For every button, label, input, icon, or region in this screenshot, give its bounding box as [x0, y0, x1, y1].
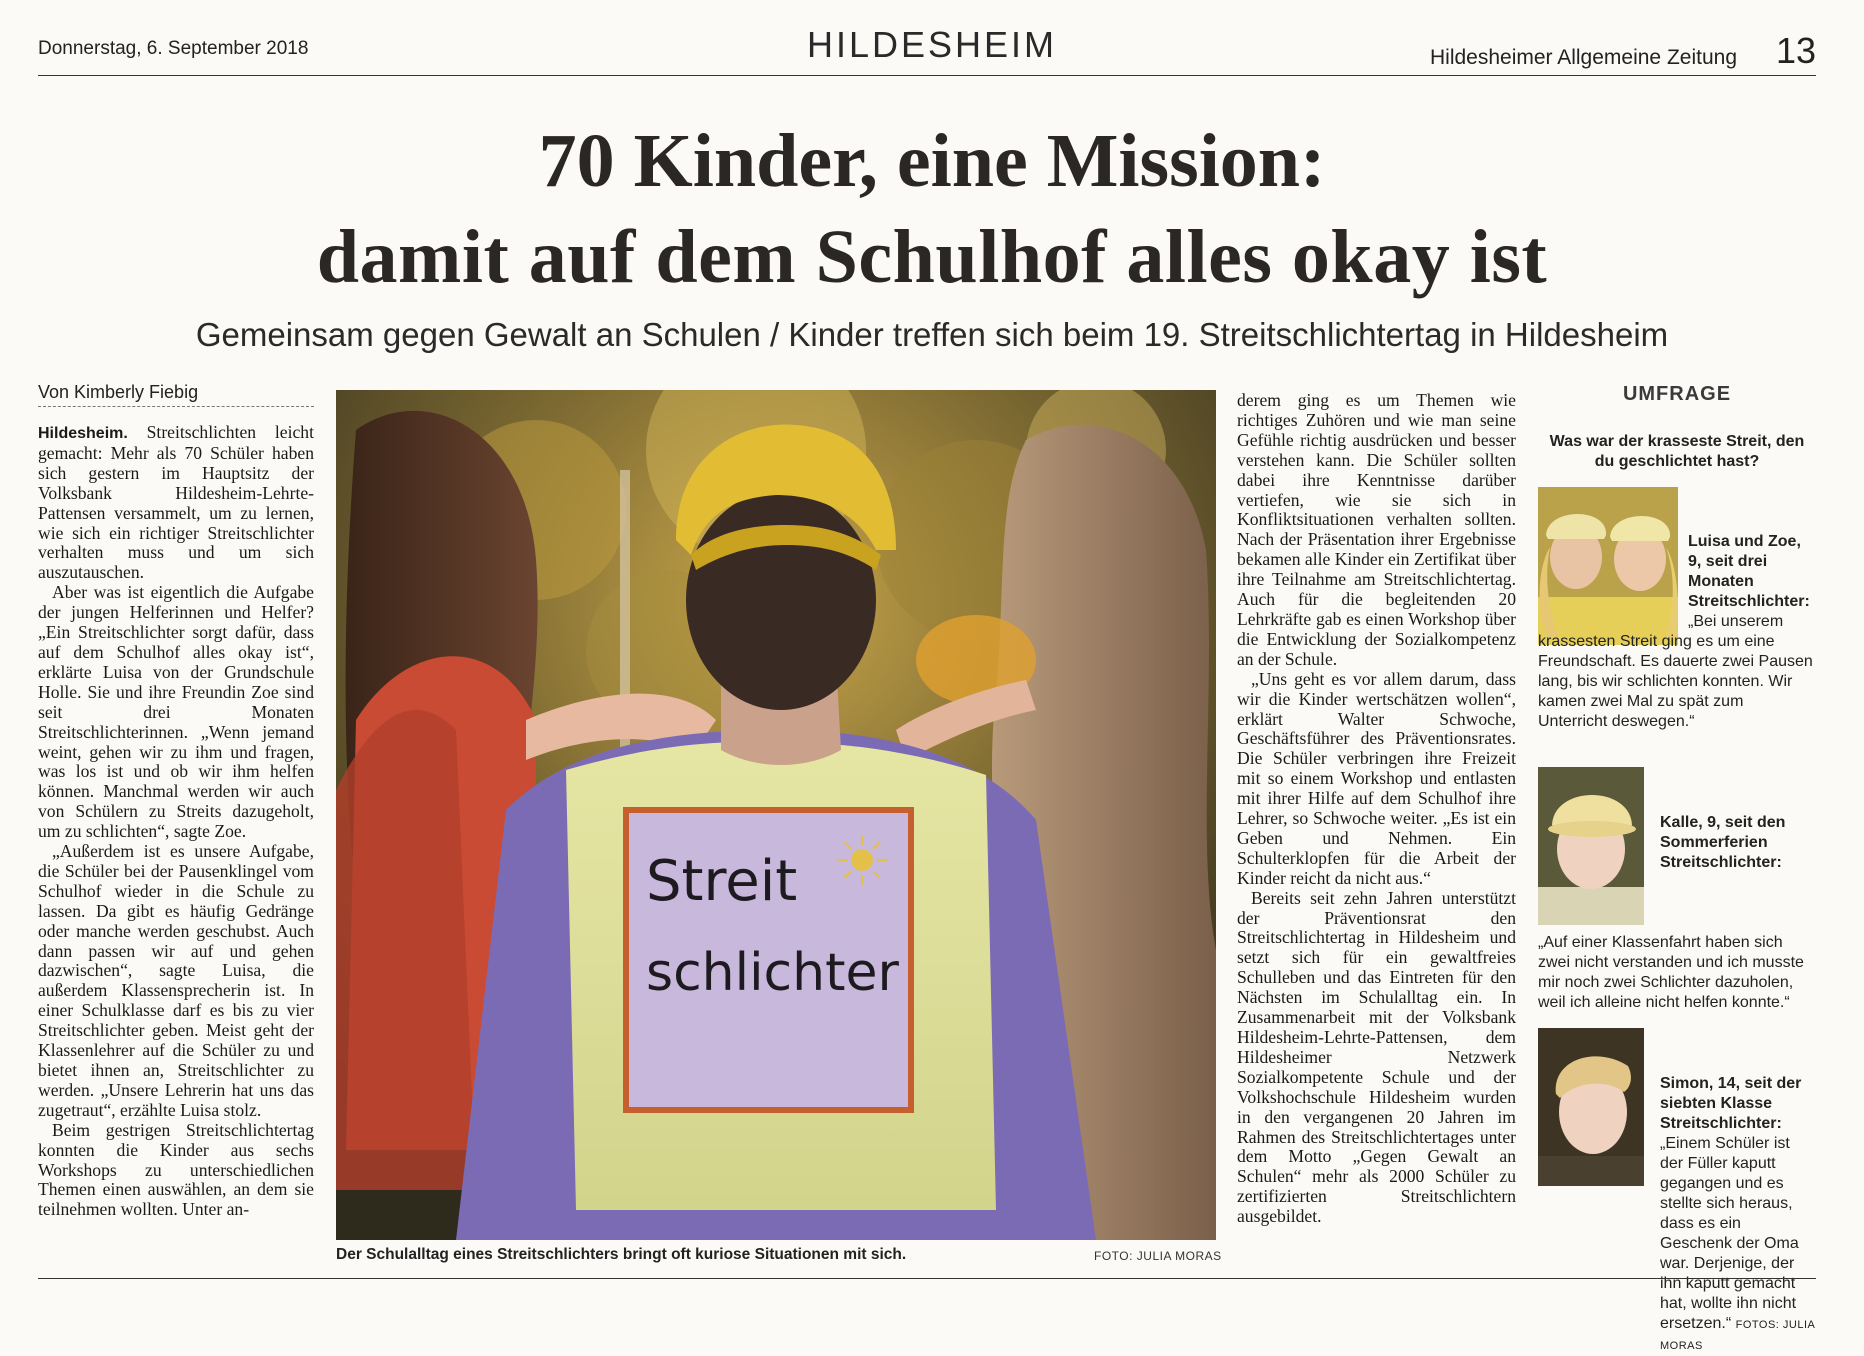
vest-text-line-2: schlichter: [646, 943, 899, 1003]
headline-line-1: 70 Kinder, eine Mission:: [538, 119, 1326, 203]
person-kalle-label: [1660, 813, 1816, 873]
sidebar-title: UMFRAGE: [1622, 383, 1732, 405]
headline-line-2: damit auf dem Schulhof alles okay ist: [316, 215, 1548, 299]
paragraph: „Uns geht es vor allem darum, dass wir die Kinder wertschätzen wollen“, erklärt Walter Schwoche, Geschäftsführer des Präventionsrates. Die Schüler verbringen ihre Freizeit mit so einem Workshop und entlasten mit ihrer Hilfe auf dem Schulhof ihre Lehrer, so Schwoche weiter. „Es ist ein Geben und Nehmen. Ein Schulterklopfen für die Arbeit der Kinder reicht da nicht aus.“: [1237, 668, 1516, 888]
quote: „Bei unserem krassesten Streit ging es um eine Freundschaft. Es dauerte zwei Pausen lang, bis wir schlichten konnten. Wir kamen zwei Mal zu spät zum Unterricht deswegen.“: [1538, 613, 1813, 730]
paragraph: derem ging es um Themen wie richtiges Zuhören und wie man seine Gefühle richtig ausdrücken und besser verstehen kann. Die Schüler sollten dabei ihre Kenntnisse darüber vertiefen, wie sie sich in Konfliktsituationen verhalten sollten. Nach der Präsentation ihrer Ergebnisse bekamen alle Kinder ein Zertifikat über ihre Teilnahme am Streitschlichtertag. Auch für die begleitenden 20 Lehrkräfte gab es einen Workshop über die Entwicklung der Sozialkompetenz an der Schule.: [1237, 390, 1516, 669]
dateline: Hildesheim.: [38, 425, 128, 442]
issue-date: Donnerstag, 6. September 2018: [38, 38, 309, 59]
subheadline: Gemeinsam gegen Gewalt an Schulen / Kinder treffen sich beim 19. Streitschlichtertag in Hildesheim: [195, 316, 1669, 353]
photo-caption: Der Schulalltag eines Streitschlichters bringt oft kuriose Situationen mit sich.: [336, 1246, 907, 1263]
person-luisa-zoe-label: [1688, 532, 1816, 612]
sidebar-photo-credit: FOTOS: JULIA MORAS: [1660, 1319, 1815, 1352]
section-title: HILDESHEIM: [806, 24, 1058, 65]
photo-credit: FOTO: JULIA MORAS: [1094, 1249, 1222, 1263]
paragraph: Aber was ist eigentlich die Aufgabe der jungen Helferinnen und Helfer? „Ein Streitschlichter sorgt dafür, dass auf dem Schulhof alles okay ist“, erklärte Luisa von der Grundschule Holle. Sie und ihre Freundin Zoe sind seit drei Monaten Streitschlichterinnen. „Wenn jemand weint, gehen wir zu ihm und fragen, was los ist und ob wir ihm helfen können. Manchmal werden wir auch von Schülern zu Streits dazugeholt, um zu schlichten“, sagte Zoe.: [38, 582, 314, 842]
portrait-simon: [1538, 1028, 1644, 1186]
article-column-2: [1237, 391, 1516, 1227]
vest-text-line-1: Streit: [646, 849, 798, 914]
article-photo: [336, 390, 1216, 1240]
newspaper-name: Hildesheimer Allgemeine Zeitung: [1430, 46, 1737, 69]
article-column-1: [38, 423, 314, 1220]
footer-rule: [38, 1278, 1816, 1279]
quote: „Einem Schüler ist der Füller kaputt gegangen und es stellte sich heraus, dass es ein Geschenk der Oma war. Derjenige, der ihn kaputt gemacht hat, wollte ihn nicht ersetzen.“: [1660, 1135, 1799, 1332]
header-rule: [38, 75, 1816, 76]
person-name: Simon, 14, seit der siebten Klasse Streitschlichter:: [1660, 1075, 1802, 1132]
paragraph: Hildesheim. Streitschlichten leicht gemacht: Mehr als 70 Schüler haben sich gestern im Hauptsitz der Volksbank Hildesheim-Lehrte-Pattensen versammelt, um zu lernen, wie sich ein richtiger Streitschlichter verhalten muss und um sich auszutauschen.: [38, 422, 314, 583]
paragraph: Bereits seit zehn Jahren unterstützt der Präventionsrat den Streitschlichtertag in Hildesheim und setzt sich für ein gewaltfreies Schulleben und das Eintreten für den Nächsten im Schulalltag ein. In Zusammenarbeit mit der Volksbank Hildesheim-Lehrte-Pattensen, dem Hildesheimer Netzwerk Sozialkompetente Schule und der Volkshochschule Hildesheim wurden in den vergangenen 20 Jahren im Rahmen des Streitschlichtertages unter dem Motto „Gegen Gewalt an Schulen“ mehr als 2000 Schüler zu zertifizierten Streitschlichtern ausgebildet.: [1237, 887, 1516, 1227]
person-luisa-zoe-quote: [1538, 612, 1816, 732]
byline: Von Kimberly Fiebig: [38, 382, 199, 402]
person-name: Kalle, 9, seit den Sommerferien Streitschlichter:: [1660, 814, 1786, 871]
page-number: 13: [1776, 30, 1817, 71]
paragraph: „Außerdem ist es unsere Aufgabe, die Schüler bei der Pausenklingel vom Schulhof wieder in die Schule zu lassen. Da gibt es häufig Gedränge oder manche werden geschubst. Auch dann passen wir auf und gehen dazwischen“, sagte Luisa, die außerdem Klassensprecherin ist. In einer Schulklasse darf es bis zu vier Streitschlichter geben. Meist geht der Klassenlehrer auf die Schüler zu und bietet ihnen an, Streitschlichter zu werden. „Unsere Lehrerin hat uns das zugetraut“, erzählte Luisa stolz.: [38, 841, 314, 1120]
portrait-kalle: [1538, 767, 1644, 925]
paragraph: Beim gestrigen Streitschlichtertag konnten die Kinder aus sechs Workshops zu unterschiedlichen Themen einen auswählen, an dem sie teilnehmen wollten. Unter an-: [38, 1119, 314, 1220]
person-simon-label: [1660, 1074, 1816, 1356]
byline-rule: [38, 406, 314, 407]
person-kalle-quote: [1538, 933, 1816, 1013]
sidebar-question: Was war der krasseste Streit, den du geschlichtet hast?: [1549, 433, 1805, 470]
quote: „Auf einer Klassenfahrt haben sich zwei nicht verstanden und ich musste mir noch zwei Schlichter dazuholen, weil ich alleine nicht helfen konnte.“: [1538, 934, 1804, 1011]
person-name: Luisa und Zoe, 9, seit drei Monaten Streitschlichter:: [1688, 533, 1810, 610]
